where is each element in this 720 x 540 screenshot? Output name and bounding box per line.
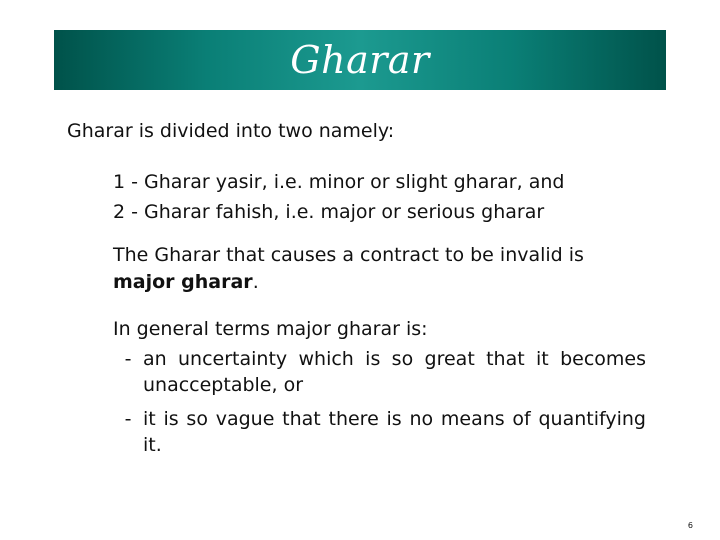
major-gharar-definition-list <box>113 346 646 466</box>
page-number: 6 <box>687 521 693 530</box>
gharar-type-item: 2 - Gharar fahish, i.e. major or serious gharar <box>113 201 545 223</box>
definition-item <box>113 406 646 458</box>
bullet-dash: - <box>124 408 132 430</box>
definition-item <box>113 346 646 398</box>
gharar-type-item: 1 - Gharar yasir, i.e. minor or slight gharar, and <box>113 171 565 193</box>
intro-text: Gharar is divided into two namely: <box>67 120 395 142</box>
definition-text: it is so vague that there is no means of quantifying it. <box>143 408 646 456</box>
general-terms-lead: In general terms major gharar is: <box>113 318 428 340</box>
gharar-types-list <box>113 167 564 227</box>
invalid-text-before: The Gharar that causes a contract to be invalid is <box>113 244 584 266</box>
bullet-dash: - <box>124 348 132 370</box>
invalid-text-after: . <box>252 271 259 293</box>
slide-title: Gharar <box>290 38 430 82</box>
invalid-contract-paragraph <box>113 242 646 296</box>
major-gharar-emphasis: major gharar <box>113 271 253 293</box>
definition-text: an uncertainty which is so great that it becomes unacceptable, or <box>143 348 646 396</box>
title-banner <box>54 30 666 90</box>
